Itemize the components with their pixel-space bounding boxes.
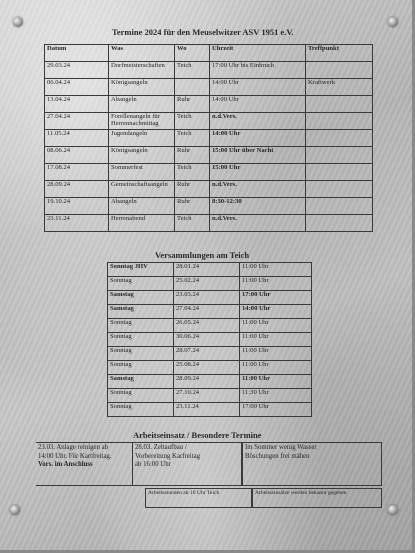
meeting-cell-day: Sonntag	[108, 277, 174, 291]
work-box-cleanup	[36, 442, 132, 486]
screw-top-left	[13, 17, 23, 27]
schedule-cell-time: n.d.Vers.	[210, 181, 306, 198]
schedule-cell-meet	[306, 181, 373, 198]
meeting-cell-day: Sonntag	[108, 403, 174, 417]
meeting-cell-day: Sonntag	[108, 319, 174, 333]
col-header-what: Was	[109, 45, 175, 62]
schedule-cell-where: Teich	[175, 130, 210, 147]
schedule-cell-time: 14:00 Uhr	[210, 130, 306, 147]
meeting-cell-date: 25.08.24	[174, 361, 240, 375]
schedule-row	[45, 181, 373, 198]
screw-top-right	[388, 17, 398, 27]
schedule-row	[45, 130, 373, 147]
schedule-cell-where: Teich	[175, 113, 210, 130]
schedule-cell-date: 17.08.24	[45, 164, 109, 181]
meeting-row	[108, 361, 312, 375]
schedule-row	[45, 198, 373, 215]
col-header-date: Datum	[45, 45, 109, 62]
meeting-cell-date: 28.01.24	[174, 263, 240, 277]
schedule-cell-meet	[306, 113, 373, 130]
meeting-cell-day: Sonntag	[108, 389, 174, 403]
schedule-cell-time: 17:00 Uhr bis Einbruch	[210, 62, 306, 79]
meeting-cell-time: 17:00 Uhr	[240, 403, 312, 417]
schedule-cell-what: Jugendangeln	[109, 130, 175, 147]
schedule-header-row	[45, 45, 373, 62]
schedule-cell-meet	[306, 164, 373, 181]
meeting-cell-time: 11:00 Uhr	[240, 375, 312, 389]
schedule-table	[44, 44, 373, 232]
work-title: Arbeitseinsatz / Besondere Termine	[133, 430, 262, 440]
meeting-cell-date: 27.04.24	[174, 305, 240, 319]
work-box-tent-line-2: Vorbereitung Karfreitag	[135, 452, 200, 460]
meeting-cell-date: 23.03.24	[174, 291, 240, 305]
meeting-cell-time: 11:30 Uhr	[240, 389, 312, 403]
meeting-cell-time: 14:00 Uhr	[240, 305, 312, 319]
meeting-cell-time: 11:00 Uhr	[240, 361, 312, 375]
schedule-cell-meet	[306, 62, 373, 79]
schedule-cell-where: Ruhr	[175, 198, 210, 215]
schedule-cell-time: 8:30-12:30	[210, 198, 306, 215]
schedule-cell-what: Abangeln	[109, 198, 175, 215]
meeting-cell-date: 25.02.24	[174, 277, 240, 291]
work-note-hours	[145, 488, 252, 508]
schedule-cell-where: Teich	[175, 62, 210, 79]
schedule-cell-date: 13.04.24	[45, 96, 109, 113]
schedule-cell-what: Königsangeln	[109, 79, 175, 96]
schedule-cell-date: 19.10.24	[45, 198, 109, 215]
schedule-cell-date: 08.06.24	[45, 147, 109, 164]
schedule-cell-where: Ruhr	[175, 96, 210, 113]
schedule-cell-date: 27.04.24	[45, 113, 109, 130]
meeting-cell-day: Samstag	[108, 375, 174, 389]
schedule-cell-meet	[306, 147, 373, 164]
schedule-cell-date: 23.11.24	[45, 215, 109, 232]
schedule-cell-what: Abangeln	[109, 96, 175, 113]
work-note-announce-text: Arbeitseinsätze werden bekannt gegeben	[255, 490, 347, 496]
work-box-cleanup-line-1: 23.03. Anlage reinigen ab	[38, 444, 109, 451]
schedule-cell-what: Gemeinschaftsangeln	[109, 181, 175, 198]
schedule-cell-what: Dorfmeisterschaften	[109, 62, 175, 79]
schedule-row	[45, 96, 373, 113]
meeting-row	[108, 291, 312, 305]
work-note-announce	[252, 488, 382, 508]
schedule-cell-meet	[306, 130, 373, 147]
meeting-cell-day: Sonntag	[108, 361, 174, 375]
work-box-tent	[132, 442, 242, 486]
schedule-cell-meet	[306, 198, 373, 215]
meetings-table	[107, 262, 312, 417]
schedule-row	[45, 79, 373, 96]
schedule-cell-where: Teich	[175, 164, 210, 181]
schedule-cell-date: 29.03.24	[45, 62, 109, 79]
meeting-row	[108, 263, 312, 277]
schedule-row	[45, 147, 373, 164]
meeting-cell-time: 11:00 Uhr	[240, 347, 312, 361]
meeting-cell-date: 27.10.24	[174, 389, 240, 403]
schedule-cell-where: Ruhr	[175, 147, 210, 164]
schedule-row	[45, 62, 373, 79]
schedule-cell-time: 14:00 Uhr	[210, 96, 306, 113]
schedule-cell-date: 11.05.24	[45, 130, 109, 147]
work-box-cleanup-line-3: Vors. im Anschluss	[38, 461, 93, 468]
schedule-cell-date: 06.04.24	[45, 79, 109, 96]
schedule-cell-where: Teich	[175, 215, 210, 232]
schedule-row	[45, 215, 373, 232]
work-box-summer	[242, 442, 382, 486]
col-header-meet: Treffpunkt	[306, 45, 373, 62]
meeting-cell-date: 23.11.24	[174, 403, 240, 417]
schedule-row	[45, 164, 373, 181]
schedule-cell-time: 15:00 Uhr	[210, 164, 306, 181]
schedule-cell-time: 14:00 Uhr	[210, 79, 306, 96]
work-box-cleanup-line-2: 14:00 Uhr. Für Kartfreitag.	[38, 452, 112, 460]
meeting-cell-day: Samstag	[108, 291, 174, 305]
schedule-cell-where: Ruhr	[175, 181, 210, 198]
work-box-summer-line-2: Böschungen frei mähen	[245, 452, 310, 460]
meeting-row	[108, 403, 312, 417]
work-box-tent-line-3: ab 16:00 Uhr	[135, 461, 171, 468]
schedule-cell-what: Forellenangeln für Herrennachmittag	[109, 113, 175, 130]
meeting-row	[108, 347, 312, 361]
work-box-tent-line-1: 28.03. Zeltaufbau /	[135, 444, 187, 451]
meeting-cell-day: Sonntag JHV	[108, 263, 174, 277]
work-note-hours-text: Arbeitsstunden ab 10 Uhr Teich	[148, 490, 220, 496]
schedule-cell-where	[175, 79, 210, 96]
schedule-cell-meet: Kraftwerk	[306, 79, 373, 96]
screw-bottom-right	[388, 505, 398, 515]
meeting-cell-time: 17:00 Uhr	[240, 291, 312, 305]
schedule-cell-what: Herrenabend	[109, 215, 175, 232]
meeting-row	[108, 277, 312, 291]
meeting-row	[108, 375, 312, 389]
meetings-title: Versammlungen am Teich	[155, 250, 250, 260]
meeting-cell-date: 28.09.24	[174, 375, 240, 389]
meeting-cell-time: 11:00 Uhr	[240, 319, 312, 333]
schedule-cell-time: 15:00 Uhr über Nacht	[210, 147, 306, 164]
schedule-row	[45, 113, 373, 130]
meeting-cell-date: 30.06.24	[174, 333, 240, 347]
schedule-cell-date: 28.09.24	[45, 181, 109, 198]
col-header-where: Wo	[175, 45, 210, 62]
screw-bottom-left	[10, 505, 20, 515]
meeting-cell-time: 11:00 Uhr	[240, 277, 312, 291]
meeting-row	[108, 319, 312, 333]
meeting-cell-day: Sonntag	[108, 347, 174, 361]
schedule-cell-meet	[306, 215, 373, 232]
schedule-cell-time: n.d.Vers.	[210, 113, 306, 130]
col-header-time: Uhrzeit	[210, 45, 306, 62]
meeting-cell-date: 26.05.24	[174, 319, 240, 333]
meeting-row	[108, 333, 312, 347]
meeting-cell-day: Sonntag	[108, 333, 174, 347]
meeting-cell-date: 28.07.24	[174, 347, 240, 361]
meeting-cell-day: Samstag	[108, 305, 174, 319]
work-box-summer-line-1: Im Sommer wenig Wasser	[245, 444, 317, 451]
meeting-cell-time: 11:00 Uhr	[240, 333, 312, 347]
meeting-row	[108, 389, 312, 403]
page-title: Termine 2024 für den Meuselwitzer ASV 1951 e.V.	[112, 27, 294, 37]
meeting-row	[108, 305, 312, 319]
meeting-cell-time: 11:00 Uhr	[240, 263, 312, 277]
schedule-cell-what: Königsangeln	[109, 147, 175, 164]
schedule-cell-time: n.d.Vers.	[210, 215, 306, 232]
schedule-cell-meet	[306, 96, 373, 113]
schedule-cell-what: Sommerfest	[109, 164, 175, 181]
